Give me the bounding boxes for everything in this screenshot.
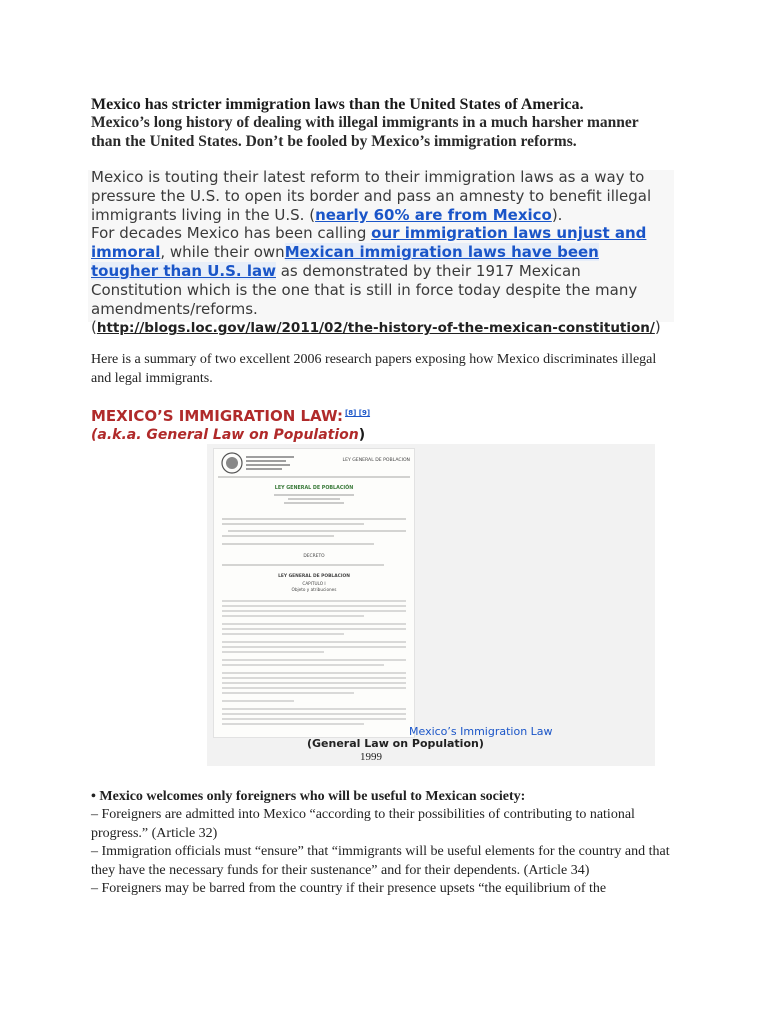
- document-scan-graphic: [214, 449, 414, 737]
- link-nearly-60-percent[interactable]: nearly 60% are from Mexico: [315, 205, 552, 224]
- figure-link-immigration-law[interactable]: Mexico’s Immigration Law: [409, 725, 553, 738]
- intro-p1-end: ).: [551, 205, 563, 224]
- law-heading-footnote-link[interactable]: [8] [9]: [345, 409, 371, 417]
- intro-p2-start: For decades Mexico has been calling: [91, 224, 372, 243]
- bullet-item: – Foreigners are admitted into Mexico “according to their possibilities of contributing to national progress.” (Article 32): [91, 807, 635, 841]
- figure-year: 1999: [360, 751, 382, 763]
- figure-caption: (General Law on Population): [307, 737, 484, 750]
- intro-p3-close: ): [654, 318, 661, 337]
- link-unjust-immoral[interactable]: our immigration laws unjust and immoral: [91, 224, 647, 262]
- law-subheading: [91, 427, 611, 443]
- doc-decree: DECRETO: [303, 554, 325, 559]
- summary-paragraph: Here is a summary of two excellent 2006 research papers exposing how Mexico discriminates illegal and legal immigrants.: [91, 352, 657, 386]
- law-sub-close: ): [358, 427, 366, 443]
- bullet-item: – Immigration officials must “ensure” that “immigrants will be useful elements for the country and that they have the necessary funds for their sustenance” and for their dependents. (Article 34): [91, 844, 670, 878]
- doc-header-right: LEY GENERAL DE POBLACION: [342, 458, 410, 463]
- doc-chapter: CAPITULO I: [302, 581, 326, 586]
- law-heading-text: MEXICO’S IMMIGRATION LAW:: [91, 407, 344, 425]
- subheading: Mexico’s long history of dealing with illegal immigrants in a much harsher manner than the United States. Don’t be fooled by Mexico’s immigration reforms.: [91, 114, 639, 150]
- law-document-image[interactable]: [213, 448, 415, 738]
- doc-chapter-sub: Objeto y atribuciones: [291, 587, 337, 592]
- intro-paragraphs: [91, 168, 671, 338]
- bullet-section: [91, 788, 671, 898]
- law-heading: [91, 407, 611, 425]
- intro-p3-open: (: [91, 318, 97, 337]
- intro-p2-rest: as demonstrated by their 1917 Mexican Constitution which is the one that is still in force today despite the many amendments/reforms.: [91, 261, 638, 318]
- link-loc-blog[interactable]: http://blogs.loc.gov/law/2011/02/the-history-of-the-mexican-constitution/: [96, 320, 655, 337]
- doc-title: LEY GENERAL DE POBLACIÓN: [274, 486, 354, 491]
- link-mexican-laws-tougher[interactable]: Mexican immigration laws have been tougher than U.S. law: [91, 243, 599, 280]
- seal-icon: [222, 453, 242, 473]
- page-title: Mexico has stricter immigration laws than the United States of America.: [91, 96, 584, 113]
- doc-law-title: LEY GENERAL DE POBLACION: [278, 574, 350, 579]
- law-sub-text: (a.k.a. General Law on Population: [91, 427, 359, 443]
- bullet-item: – Foreigners may be barred from the country if their presence upsets “the equilibrium of the: [91, 881, 607, 897]
- intro-p2-mid: , while their own: [160, 243, 285, 262]
- intro-p1-start: Mexico is touting their latest reform to their immigration laws as a way to pressure the U.S. to open its border and pass an amnesty to benefit illegal immigrants living in the U.S. (: [91, 168, 652, 224]
- bullet-lead: • Mexico welcomes only foreigners who will be useful to Mexican society:: [91, 789, 526, 804]
